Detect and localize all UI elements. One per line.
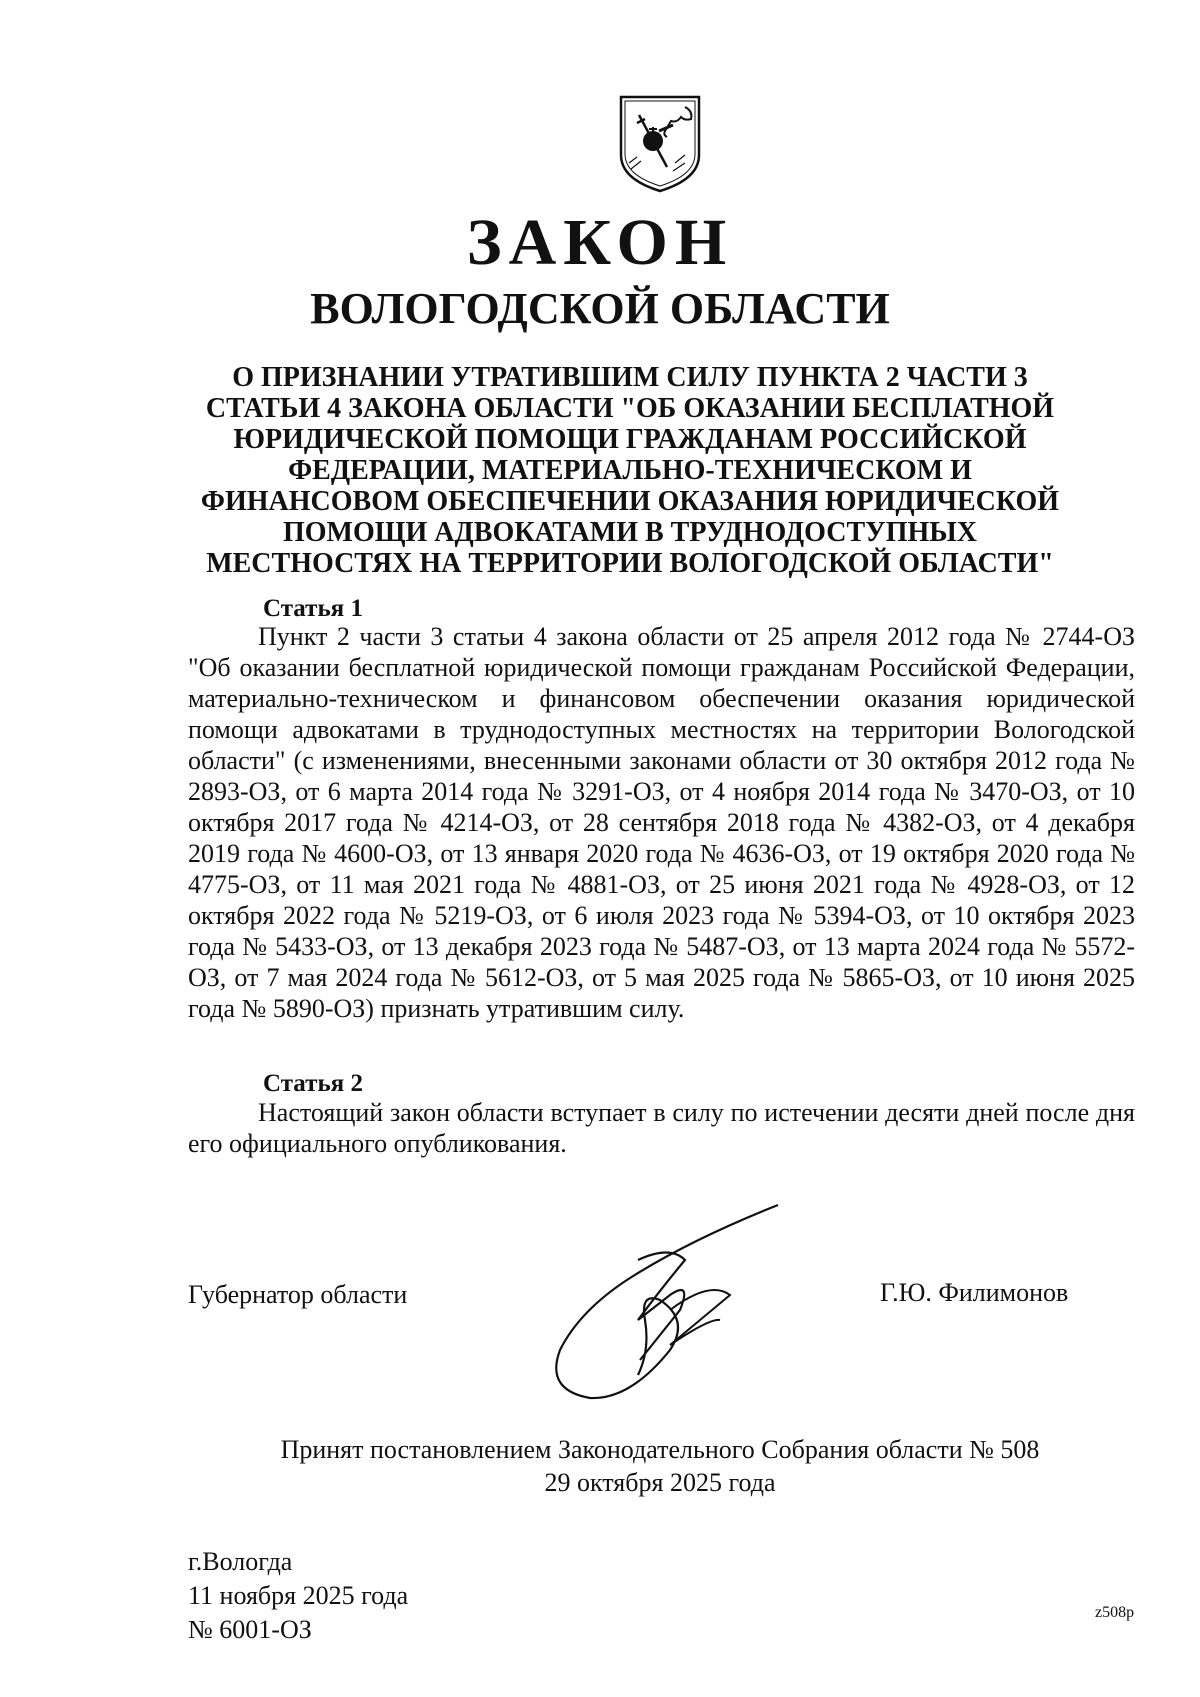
law-subject: О ПРИЗНАНИИ УТРАТИВШИМ СИЛУ ПУНКТА 2 ЧАСТИ 3 СТАТЬИ 4 ЗАКОНА ОБЛАСТИ "ОБ ОКАЗАНИИ БЕСПЛАТНОЙ ЮРИДИЧЕСКОЙ ПОМОЩИ ГРАЖДАНАМ РОССИЙСКОЙ ФЕДЕРАЦИИ, МАТЕРИАЛЬНО-ТЕХНИЧЕСКОМ И ФИНАНСОВОМ ОБЕСПЕЧЕНИИ ОКАЗАНИЯ ЮРИДИЧЕСКОЙ ПОМОЩИ АДВОКАТАМИ В ТРУДНОДОСТУПНЫХ МЕСТНОСТЯХ НА ТЕРРИТОРИИ ВОЛОГОДСКОЙ ОБЛАСТИ" [200,362,1060,579]
article-1-text: Пункт 2 части 3 статьи 4 закона области от 25 апреля 2012 года № 2744-ОЗ "Об оказании бесплатной юридической помощи гражданам Российской Федерации, материально-техническом и финансовом обеспечении оказания юридической помощи адвокатами в труднодоступных местностях на территории Вологодской области" (с изменениями, внесенными законами области от 30 октября 2012 года № 2893-ОЗ, от 6 марта 2014 года № 3291-ОЗ, от 4 ноября 2014 года № 3470-ОЗ, от 10 октября 2017 года № 4214-ОЗ, от 28 сентября 2018 года № 4382-ОЗ, от 4 декабря 2019 года № 4600-ОЗ, от 13 января 2020 года № 4636-ОЗ, от 19 октября 2020 года № 4775-ОЗ, от 11 мая 2021 года № 4881-ОЗ, от 25 июня 2021 года № 4928-ОЗ, от 12 октября 2022 года № 5219-ОЗ, от 6 июля 2023 года № 5394-ОЗ, от 10 октября 2023 года № 5433-ОЗ, от 13 декабря 2023 года № 5487-ОЗ, от 13 марта 2024 года № 5572-ОЗ, от 7 мая 2024 года № 5612-ОЗ, от 5 мая 2025 года № 5865-ОЗ, от 10 июня 2025 года № 5890-ОЗ) признать утратившим силу. [188,622,1135,1023]
place-of-signing: г.Вологда [188,1547,293,1576]
article-2-heading: Статья 2 [263,1070,363,1097]
adoption-line-1: Принят постановлением Законодательного Собрания области № 508 [280,1435,1040,1464]
signatory-title: Губернатор области [188,1280,408,1309]
document-type-title: ЗАКОН [466,206,734,279]
document-code: z508p [1095,1604,1135,1621]
adoption-note [0,1433,1200,1499]
law-number: № 6001-ОЗ [188,1615,312,1644]
coat-of-arms-emblem [615,93,705,193]
adoption-line-2: 29 октября 2025 года [544,1468,776,1497]
signing-date: 11 ноября 2025 года [188,1581,409,1610]
article-2-text: Настоящий закон области вступает в силу по истечении десяти дней после дня его официального опубликования. [188,1098,1135,1158]
handwritten-signature [520,1200,850,1405]
place-date-number [188,1545,408,1647]
signatory-name: Г.Ю. Филимонов [880,1278,1069,1307]
article-1-heading: Статья 1 [263,595,363,622]
region-title: ВОЛОГОДСКОЙ ОБЛАСТИ [310,284,890,333]
